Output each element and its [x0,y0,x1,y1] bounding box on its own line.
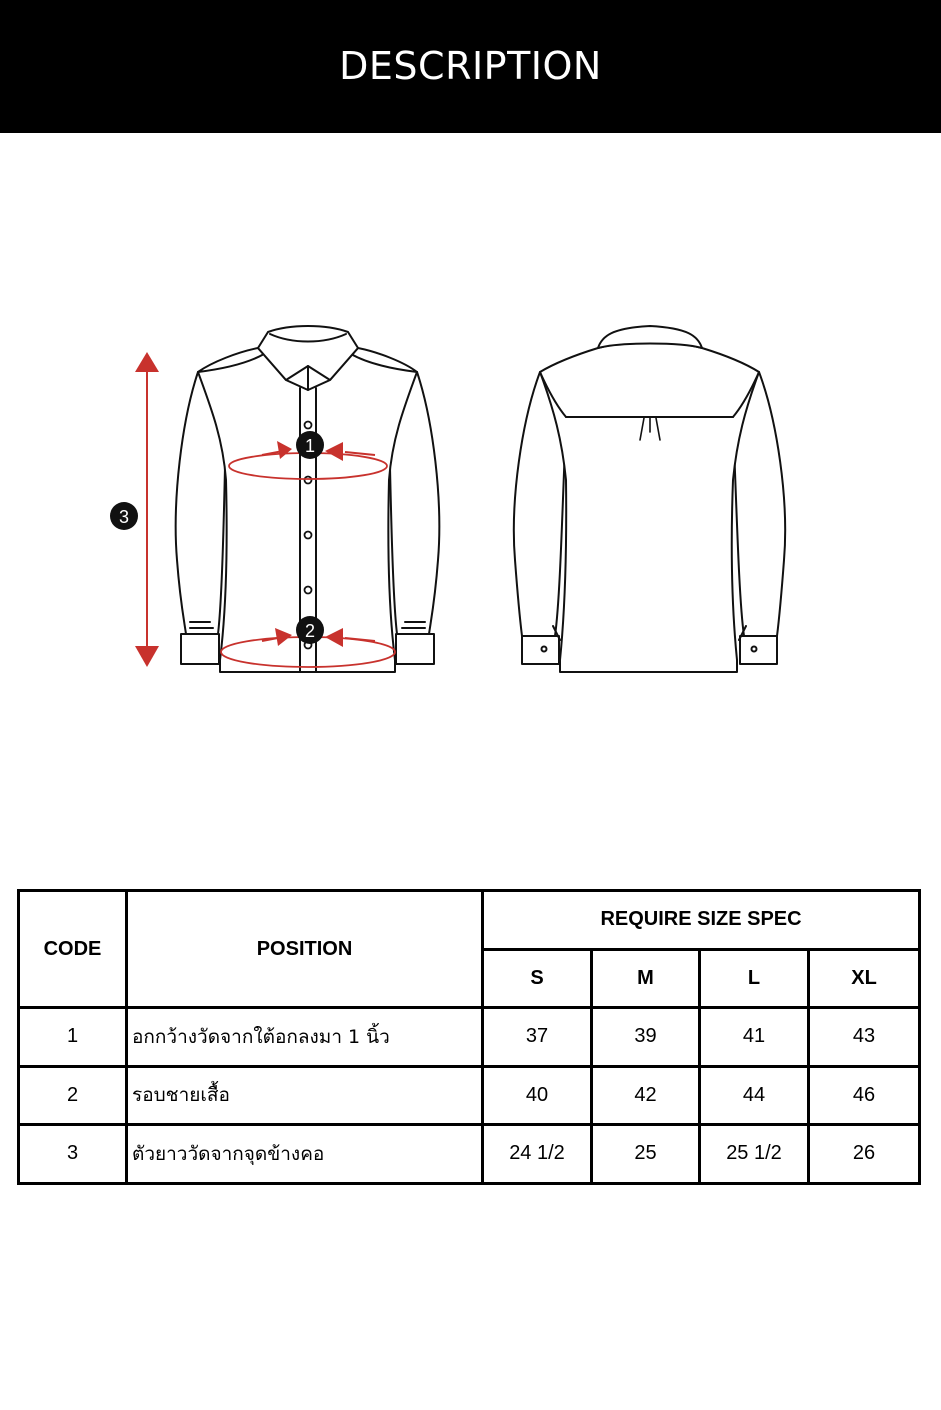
marker-1-badge [296,431,324,459]
row-code: 3 [19,1125,127,1184]
spec-header: REQUIRE SIZE SPEC [483,891,920,950]
marker-3-badge [110,502,138,530]
row-value-xl: 26 [809,1125,920,1184]
shirt-illustration [0,300,941,700]
table-row [19,1066,920,1125]
row-value-m: 42 [592,1066,700,1125]
size-header-xl: XL [809,949,920,1008]
row-value-l: 41 [700,1008,809,1067]
size-header-m: M [592,949,700,1008]
marker-2-badge [296,616,324,644]
table-row [19,1008,920,1067]
code-header: CODE [19,891,127,1008]
shirt-back-view [514,326,785,672]
marker-1-label: 1 [304,436,316,456]
marker-2-label: 2 [304,621,316,641]
table-header-row [19,891,920,950]
row-value-s: 40 [483,1066,592,1125]
row-value-l: 25 1/2 [700,1125,809,1184]
row-value-l: 44 [700,1066,809,1125]
page-header [0,0,941,133]
row-value-s: 24 1/2 [483,1125,592,1184]
position-header: POSITION [127,891,483,1008]
row-code: 1 [19,1008,127,1067]
row-position: อกกว้างวัดจากใต้อกลงมา 1 นิ้ว [127,1008,483,1067]
row-code: 2 [19,1066,127,1125]
row-value-xl: 43 [809,1008,920,1067]
table-row [19,1125,920,1184]
row-value-xl: 46 [809,1066,920,1125]
length-arrow-top [135,352,159,372]
size-spec-table [17,889,921,1185]
row-value-s: 37 [483,1008,592,1067]
row-value-m: 25 [592,1125,700,1184]
row-position: ตัวยาววัดจากจุดข้างคอ [127,1125,483,1184]
row-position: รอบชายเสื้อ [127,1066,483,1125]
row-value-m: 39 [592,1008,700,1067]
size-header-l: L [700,949,809,1008]
size-header-s: S [483,949,592,1008]
length-arrow-bottom [135,646,159,667]
page-title: DESCRIPTION [339,43,602,88]
marker-3-label: 3 [118,507,130,527]
